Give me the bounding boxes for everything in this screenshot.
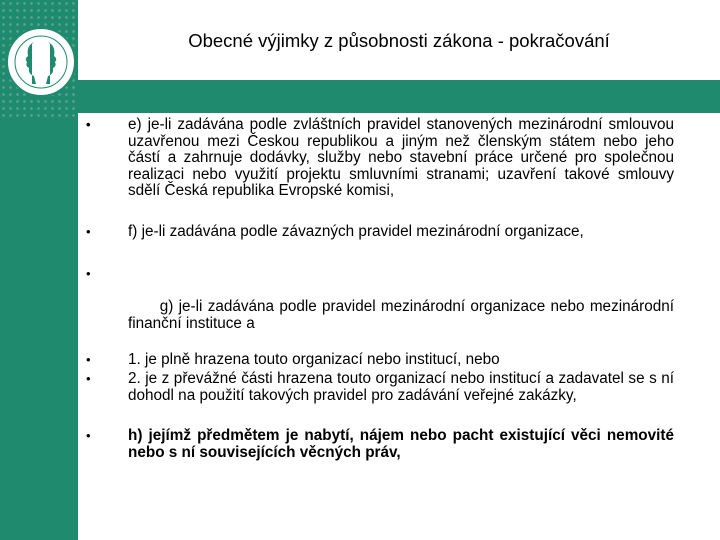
list-item	[84, 428, 674, 461]
list-item-text: g) je-li zadávána podle pravidel mezinárodní organizace nebo mezinárodní finanční instituce a	[128, 298, 679, 332]
university-seal-icon	[4, 10, 78, 114]
bullet-marker: •	[86, 266, 91, 281]
bullet-marker: •	[86, 117, 91, 132]
list-item-text: h) jejímž předmětem je nabytí, nájem nebo pacht existující věci nemovité nebo s ní souvisejících věcných práv,	[128, 427, 674, 461]
list-item-text: e) je-li zadávána podle zvláštních pravidel stanovených mezinárodní smlouvou uzavřenou mezi Českou republikou a jiným než členským státem nebo jeho částí a zahrnuje dodávky, služby nebo stavební práce určené pro společnou realizaci nebo využití projektu smluvními stranami; uzavření takové smlouvy sdělí Česká republika Evropské komisi,	[128, 116, 674, 199]
bullet-marker: •	[86, 428, 91, 443]
list-item	[84, 224, 674, 241]
bullet-list	[84, 116, 679, 461]
list-item	[84, 117, 674, 200]
header-band	[78, 80, 720, 113]
page-title: Obecné výjimky z působnosti zákona - pokračování	[188, 30, 610, 51]
bullet-marker: •	[86, 351, 91, 367]
list-item-text: f) je-li zadávána podle závazných pravidel mezinárodní organizace,	[128, 222, 584, 240]
bullet-marker: •	[86, 223, 91, 239]
sidebar-solid	[0, 118, 78, 540]
list-item	[84, 266, 679, 349]
list-item-text: 2. je z převážné části hrazena touto organizací nebo institucí a zadavatel se s ní dohodl na použití takových pravidel pro zadávání veřejné zakázky,	[128, 370, 674, 404]
bullet-marker: •	[86, 371, 91, 386]
list-item	[84, 371, 674, 404]
list-item-text: 1. je plně hrazena touto organizací nebo institucí, nebo	[128, 350, 500, 368]
list-item	[84, 352, 674, 369]
